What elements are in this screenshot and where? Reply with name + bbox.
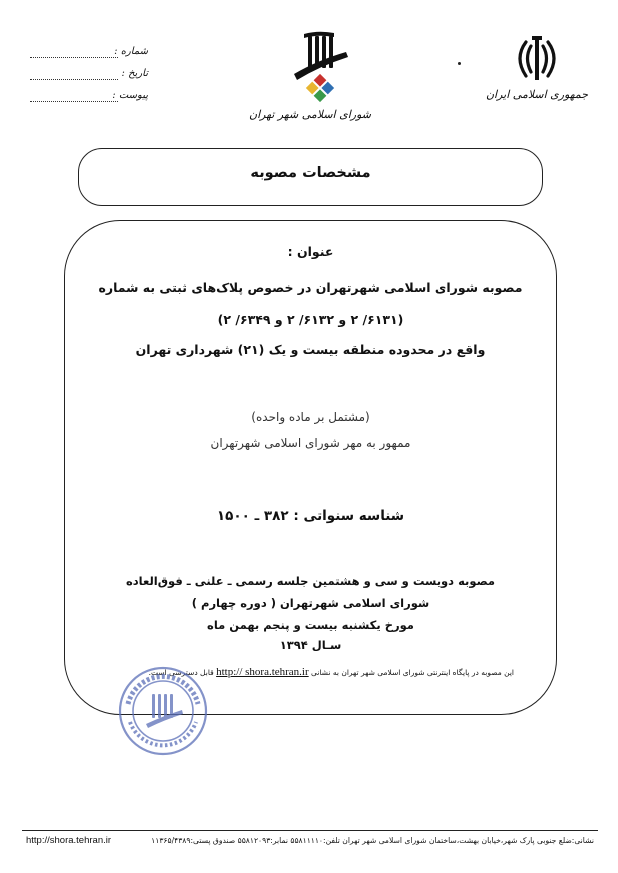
number-field [30, 46, 148, 60]
number-label: شماره : [114, 46, 148, 57]
publication-note [148, 666, 514, 678]
iran-emblem-icon [512, 36, 562, 84]
subject-line-2: (۶۱۳۱/ ۲ و ۶۱۳۲/ ۲ و ۶۳۴۹/ ۲) [217, 312, 404, 327]
approval-line-2: شورای اسلامی شهرتهران ( دوره چهارم ) [191, 596, 430, 610]
country-caption: جمهوری اسلامی ایران [485, 88, 589, 101]
attachment-field [30, 90, 148, 104]
sealed-note: ممهور به مهر شورای اسلامی شهرتهران [210, 436, 411, 450]
ink-dot [458, 62, 461, 65]
footer-rule [22, 830, 598, 831]
website-link[interactable]: http:// shora.tehran.ir [216, 666, 309, 678]
footer-url[interactable]: http://shora.tehran.ir [26, 835, 112, 846]
council-seal-stamp-icon [116, 664, 210, 758]
document-title: مشخصات مصوبه [250, 165, 371, 181]
annual-id: شناسه سنواتی : ۳۸۲ ـ ۱۵۰۰ [216, 508, 405, 524]
title-box [78, 148, 543, 206]
approval-line-4: سـال ۱۳۹۴ [279, 638, 342, 652]
subject-label: عنوان : [287, 244, 334, 259]
approval-line-3: مورخ یکشنبه بیست و پنجم بهمن ماه [207, 618, 414, 632]
attachment-label: پیوست : [112, 90, 148, 101]
date-label: تاریخ : [121, 68, 148, 79]
footer-address: نشانی:ضلع جنوبی پارک شهر،خیابان بهشت،ساختمان شورای اسلامی شهر تهران تلفن:۵۵۸۱۱۱۱۰ نمابر:۵۵۸۱۲۰۹۳ صندوق پستی:۱۱۳۶۵/۴۳۸۹ [151, 836, 594, 845]
publication-prefix: این مصوبه در پایگاه اینترنتی شورای اسلامی شهر تهران به نشانی [311, 668, 514, 677]
tehran-council-logo-icon [284, 30, 352, 106]
date-field [30, 68, 148, 82]
subject-line-1: مصوبه شورای اسلامی شهرتهران در خصوص پلاک‌های ثبتی به شماره [98, 280, 523, 295]
approval-line-1: مصوبه دویست و سی و هشتمین جلسه رسمی ـ علنی ـ فوق‌العاده [125, 574, 496, 588]
includes-note: (مشتمل بر ماده واحده) [251, 410, 370, 424]
subject-line-3: واقع در محدوده منطقه بیست و یک (۲۱) شهرداری تهران [135, 342, 486, 357]
publication-suffix: قابل دسترسی است. [148, 668, 214, 677]
council-caption: شورای اسلامی شهر تهران [249, 108, 371, 121]
